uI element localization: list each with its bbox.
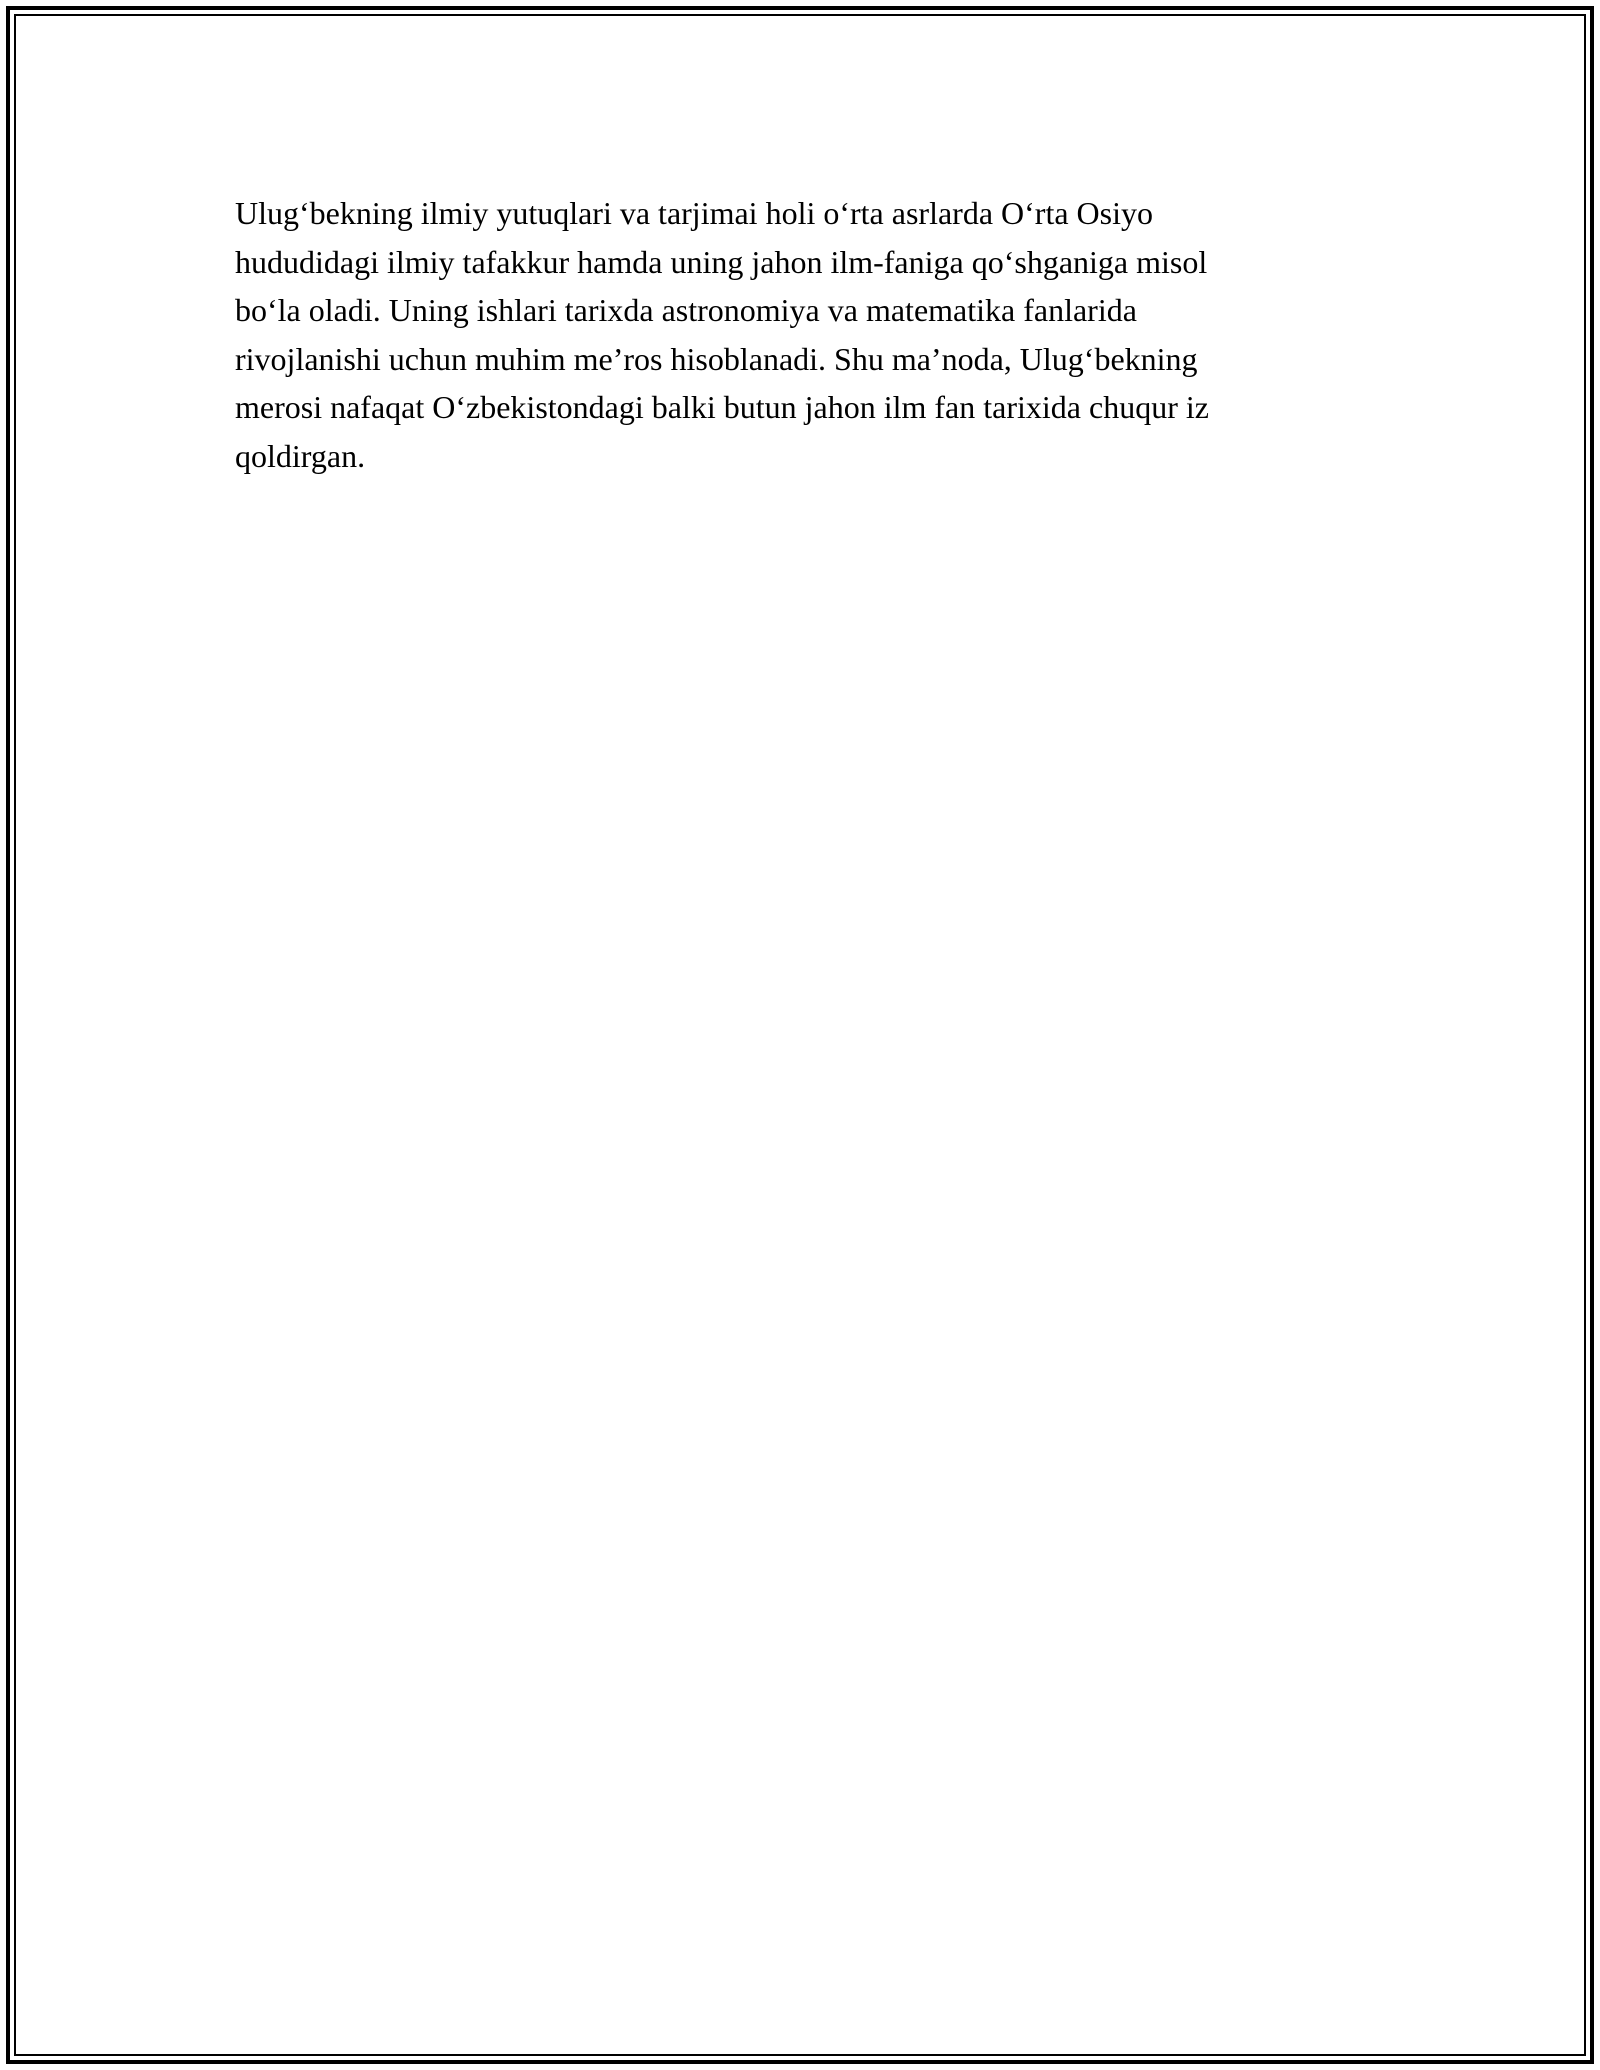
paragraph-line: rivojlanishi uchun muhim me’ros hisoblanadi. Shu ma’noda, Ulug‘bekning [235, 340, 1198, 377]
paragraph-line: merosi nafaqat O‘zbekistondagi balki butun jahon ilm fan tarixida chuqur iz [235, 389, 1209, 425]
paragraph-line: bo‘la oladi. Uning ishlari tarixda astronomiya va matematika fanlarida [235, 292, 1137, 328]
paragraph-line: hududidagi ilmiy tafakkur hamda uning jahon ilm-faniga qo‘shganiga misol [235, 243, 1208, 280]
paragraph-line: Ulug‘bekning ilmiy yutuqlari va tarjimai holi o‘rta asrlarda O‘rta Osiyo [235, 195, 1153, 231]
paragraph-line: qoldirgan. [235, 437, 366, 474]
body-paragraph [235, 189, 1365, 480]
